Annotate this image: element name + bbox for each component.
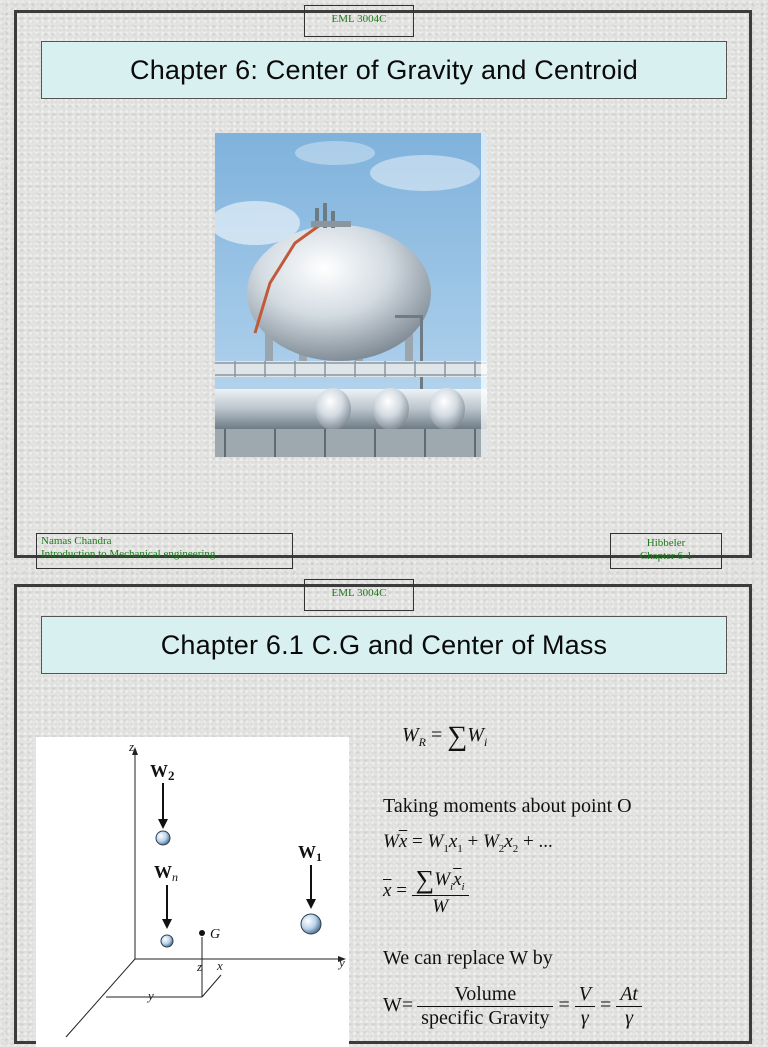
footer-author: Namas Chandra <box>41 535 112 547</box>
w1-label: W1 <box>298 842 322 864</box>
weight-substitution-equation: W= $\frac{\text{Volume}}{\text{specific Gravity}}$ = $\frac{V}{\gamma}$ = $\frac{At}{\gamma}$ <box>383 983 642 1030</box>
weight-w1-particle <box>301 914 321 934</box>
z-axis-label: z <box>129 739 135 754</box>
footer-reference-box <box>610 533 722 569</box>
resultant-weight-equation: $W_R = \sum W_i$ <box>402 721 488 752</box>
moments-text: Taking moments about point O <box>383 795 632 817</box>
g-label: G <box>210 927 221 942</box>
slide-1 <box>14 10 752 562</box>
weights-coordinate-diagram <box>36 737 349 1047</box>
centroid-x-equation: $\overline{x}$ = $\frac{\sum W_i\overline{x}_i}{W}$ <box>383 865 469 918</box>
footer-textbook: Hibbeler <box>646 537 686 549</box>
weight-wn-particle <box>161 935 173 947</box>
footer-chapter: Chapter 6-1 <box>639 550 693 562</box>
course-code-tag: EML 3004C <box>304 579 414 611</box>
z-dimension-label: z <box>197 959 203 974</box>
moment-equation: $W\overline{x} = W_1x_1 + W_2x_2$ + ... <box>383 831 553 855</box>
w2-label: W2 <box>150 761 175 783</box>
center-of-gravity-point <box>199 930 205 936</box>
weight-w2-particle <box>156 831 170 845</box>
x-axis-line <box>66 959 135 1037</box>
footer-author-box <box>36 533 293 569</box>
spherical-tank-photo <box>215 133 487 457</box>
slide-2 <box>14 584 752 1044</box>
slide-title: Chapter 6: Center of Gravity and Centroid <box>41 41 727 99</box>
replace-text: We can replace W by <box>383 947 553 969</box>
x-dimension-label: x <box>217 958 223 973</box>
wn-label: Wn <box>154 862 178 884</box>
slide-title: Chapter 6.1 C.G and Center of Mass <box>41 616 727 674</box>
y-dimension-label: y <box>148 988 154 1003</box>
footer-course-name: Introduction to Mechanical engineering <box>41 548 216 560</box>
y-axis-label: y <box>339 955 345 970</box>
course-code-tag: EML 3004C <box>304 5 414 37</box>
